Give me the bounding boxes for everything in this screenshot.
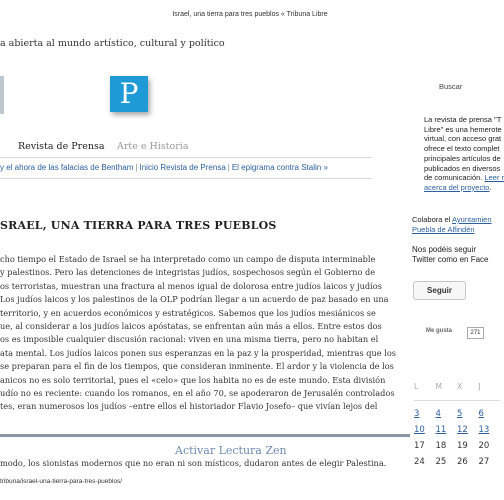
calendar-widget xyxy=(414,382,500,470)
like-count: 271 xyxy=(467,327,484,339)
calendar-day: 18 xyxy=(435,441,447,451)
article-line: Los judíos laicos y los palestinos de la OLP podrían llegar a un acuerdo de paz basado en una xyxy=(0,294,389,305)
calendar-day[interactable]: 10 xyxy=(414,425,425,435)
like-label[interactable]: Me gusta xyxy=(426,328,453,334)
calendar-day[interactable]: 13 xyxy=(478,425,490,435)
article-title: SRAEL, UNA TIERRA PARA TRES PUEBLOS xyxy=(0,219,277,232)
home-link[interactable]: Inicio Revista de Prensa xyxy=(139,163,226,172)
post-navigation xyxy=(0,157,372,179)
description-line xyxy=(424,173,504,183)
calendar-day: 17 xyxy=(414,441,425,451)
calendar-day: 20 xyxy=(478,441,490,451)
follow-button[interactable]: Seguir xyxy=(413,281,466,300)
calendar-day: 19 xyxy=(457,441,468,451)
calendar-day: 24 xyxy=(414,457,425,467)
description-text: ofrece el texto complet xyxy=(424,144,500,154)
article-line: os es imposible cualquier discusión racional: viven en una misma tierra, pero no habitan el xyxy=(0,334,379,345)
calendar-day: 26 xyxy=(457,457,468,467)
description-line xyxy=(424,164,500,174)
article-line: tes, eran numerosos los judíos –entre ellos el historiador Flavio Josefo– que vivían lejos del xyxy=(0,401,378,412)
calendar-header xyxy=(414,382,500,396)
site-logo[interactable]: P xyxy=(110,76,148,112)
ayuntamiento-link[interactable]: Ayuntamien xyxy=(452,215,492,224)
description-text: virtual, con acceso grat xyxy=(424,134,502,144)
description-line xyxy=(424,125,500,135)
calendar-day-header: X xyxy=(457,382,463,391)
calendar-day[interactable]: 5 xyxy=(457,409,463,419)
calendar-day[interactable]: 12 xyxy=(457,425,468,435)
print-header: Israel, una tierra para tres pueblos « Tribuna Libre xyxy=(172,11,328,18)
calendar-day: 25 xyxy=(435,457,447,467)
description-end: . xyxy=(489,182,492,192)
calendar-divider xyxy=(414,400,500,401)
description-line xyxy=(424,115,500,125)
article-line: y palestinos. Pero las detenciones de integristas judíos, sospechosos según el Gobierno de xyxy=(0,267,376,278)
description-line xyxy=(424,144,500,154)
separator: | xyxy=(135,163,138,172)
description-text: de comunicación. xyxy=(424,173,483,183)
description-text: publicados en diversos xyxy=(424,163,501,173)
article-last-line: modo, los sionistas modernos que no eran ni son místicos, dudaron antes de elegir Palestina. xyxy=(0,458,387,468)
article-line: udío no es reciente: cuando los romanos, en el año 70, se apoderaron de Jerusalén controlados xyxy=(0,387,395,398)
calendar-day[interactable]: 4 xyxy=(435,409,441,419)
calendar-day-header: J xyxy=(478,382,481,391)
activate-zen-reading-button[interactable]: Activar Lectura Zen xyxy=(175,444,287,457)
calendar-day[interactable]: 11 xyxy=(435,425,447,435)
calendar-week xyxy=(414,438,500,454)
calendar-week xyxy=(414,406,500,422)
calendar-day: 27 xyxy=(478,457,490,467)
site-logo-fragment xyxy=(0,76,4,114)
description-text: La revista de prensa "T xyxy=(424,115,502,124)
social-follow-text xyxy=(412,245,500,265)
calendar-day[interactable]: 3 xyxy=(414,409,420,419)
article-line: ata mental. Los judíos laicos ponen sus esperanzas en la paz y la prosperidad, mientras que los xyxy=(0,347,396,358)
description-text: Libre" es una hemerote xyxy=(424,124,502,134)
description-text: principales artículos de xyxy=(424,153,501,163)
prev-post-link[interactable]: y el ahora de las falacias de Bentham xyxy=(0,163,134,172)
zen-bar xyxy=(0,434,410,437)
site-tagline: a abierta al mundo artístico, cultural y político xyxy=(0,38,225,49)
next-post-link[interactable]: El epigrama contra Stalin » xyxy=(231,163,328,172)
article-line: territorio, y en acuerdos económicos y estratégicos. Sabemos que los judíos mesiánicos se xyxy=(0,307,376,318)
nav-item-arte-e-historia[interactable]: Arte e Historia xyxy=(117,141,189,152)
collab-prefix: Colabora el xyxy=(412,215,451,224)
calendar-day[interactable]: 6 xyxy=(478,409,484,419)
calendar-day-header: L xyxy=(414,382,419,391)
article-line: se preparan para el fin de los tiempos, que consideran inminente. El ardor y la violencia de los xyxy=(0,361,394,372)
article-line: os terroristas, muestran una fractura al menos igual de dolorosa entre judíos laicos y judíos xyxy=(0,280,382,291)
page-url: tribuna/israel-una-tierra-para-tres-pueblos/ xyxy=(0,478,123,485)
about-project-link[interactable]: acerca del proyecto xyxy=(424,182,490,192)
article-line: ue, al considerar a los judíos laicos apóstatas, se enfrentan aún más a ellos. Entre estos dos xyxy=(0,320,382,331)
nav-item-revista-de-prensa[interactable]: Revista de Prensa xyxy=(18,141,105,152)
read-more-link[interactable]: Leer r xyxy=(484,173,504,183)
article-line: cho tiempo el Estado de Israel se ha interpretado como un campo de disputa interminable xyxy=(0,254,376,264)
puebla-alfinden-link[interactable]: Puebla de Alfindén xyxy=(412,224,475,234)
calendar-day-header: M xyxy=(435,382,442,391)
separator: | xyxy=(227,163,230,172)
social-line: Twitter como en Face xyxy=(412,255,489,264)
description-line xyxy=(424,134,500,144)
description-line xyxy=(424,154,500,164)
collaboration-note xyxy=(412,215,500,234)
description-line xyxy=(424,183,500,193)
calendar-week xyxy=(414,454,500,470)
search-label[interactable]: Buscar xyxy=(439,82,463,91)
social-line: Nos podéis seguir xyxy=(412,245,477,254)
article-line: anicos no es solo territorial, pues el «celo» que los habita no es de este mundo. Esta división xyxy=(0,374,386,385)
project-description xyxy=(424,115,504,193)
article-body xyxy=(0,253,396,414)
calendar-week xyxy=(414,422,500,438)
